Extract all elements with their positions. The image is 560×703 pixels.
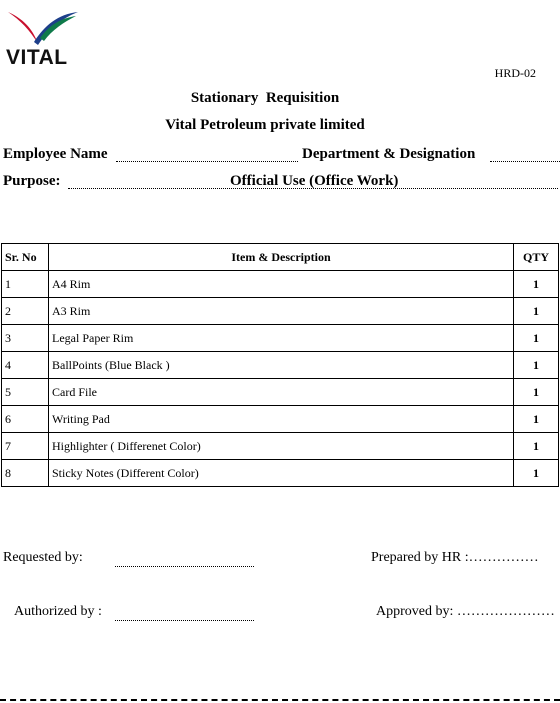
- authorized-by-field[interactable]: [115, 620, 254, 621]
- sr-no-cell: 1: [2, 271, 49, 298]
- qty-cell: 1: [514, 379, 559, 406]
- item-cell: Sticky Notes (Different Color): [49, 460, 514, 487]
- table-row: [2, 460, 559, 487]
- item-cell: BallPoints (Blue Black ): [49, 352, 514, 379]
- sr-no-cell: 2: [2, 298, 49, 325]
- table-header-row: [2, 244, 559, 271]
- employee-name-label: Employee Name: [3, 146, 108, 162]
- table-row: [2, 352, 559, 379]
- employee-name-field[interactable]: [116, 161, 298, 162]
- sr-no-cell: 4: [2, 352, 49, 379]
- sr-no-cell: 6: [2, 406, 49, 433]
- items-table: [1, 243, 559, 487]
- table-row: [2, 406, 559, 433]
- requested-by-field[interactable]: [115, 566, 254, 567]
- form-code: HRD-02: [494, 66, 536, 80]
- qty-cell: 1: [514, 298, 559, 325]
- purpose-value: Official Use (Office Work): [230, 173, 399, 189]
- prepared-by-label: Prepared by HR :……………: [371, 550, 539, 565]
- qty-cell: 1: [514, 406, 559, 433]
- cut-line-divider: [0, 699, 560, 701]
- sr-no-cell: 8: [2, 460, 49, 487]
- item-cell: A4 Rim: [49, 271, 514, 298]
- item-cell: Legal Paper Rim: [49, 325, 514, 352]
- requested-by-label: Requested by:: [3, 550, 83, 565]
- document-title: Stationary Requisition: [190, 90, 340, 106]
- logo-wordmark: VITAL: [6, 46, 68, 69]
- table-row: [2, 298, 559, 325]
- authorized-by-label: Authorized by :: [14, 604, 102, 619]
- qty-cell: 1: [514, 271, 559, 298]
- qty-cell: 1: [514, 325, 559, 352]
- header-qty: QTY: [514, 244, 559, 271]
- qty-cell: 1: [514, 460, 559, 487]
- item-cell: Writing Pad: [49, 406, 514, 433]
- item-cell: Highlighter ( Differenet Color): [49, 433, 514, 460]
- header-sr-no: Sr. No: [2, 244, 49, 271]
- company-name: Vital Petroleum private limited: [165, 117, 365, 133]
- sr-no-cell: 3: [2, 325, 49, 352]
- purpose-label: Purpose:: [3, 173, 61, 189]
- item-cell: A3 Rim: [49, 298, 514, 325]
- department-label: Department & Designation: [302, 146, 476, 162]
- vital-swoosh-icon: [4, 8, 82, 48]
- header-item-description: Item & Description: [49, 244, 514, 271]
- qty-cell: 1: [514, 433, 559, 460]
- department-field[interactable]: [490, 161, 560, 162]
- sr-no-cell: 7: [2, 433, 49, 460]
- sr-no-cell: 5: [2, 379, 49, 406]
- table-row: [2, 325, 559, 352]
- qty-cell: 1: [514, 352, 559, 379]
- table-row: [2, 433, 559, 460]
- table-row: [2, 271, 559, 298]
- company-logo: [4, 8, 82, 69]
- item-cell: Card File: [49, 379, 514, 406]
- table-row: [2, 379, 559, 406]
- approved-by-label: Approved by: …………………: [376, 604, 555, 619]
